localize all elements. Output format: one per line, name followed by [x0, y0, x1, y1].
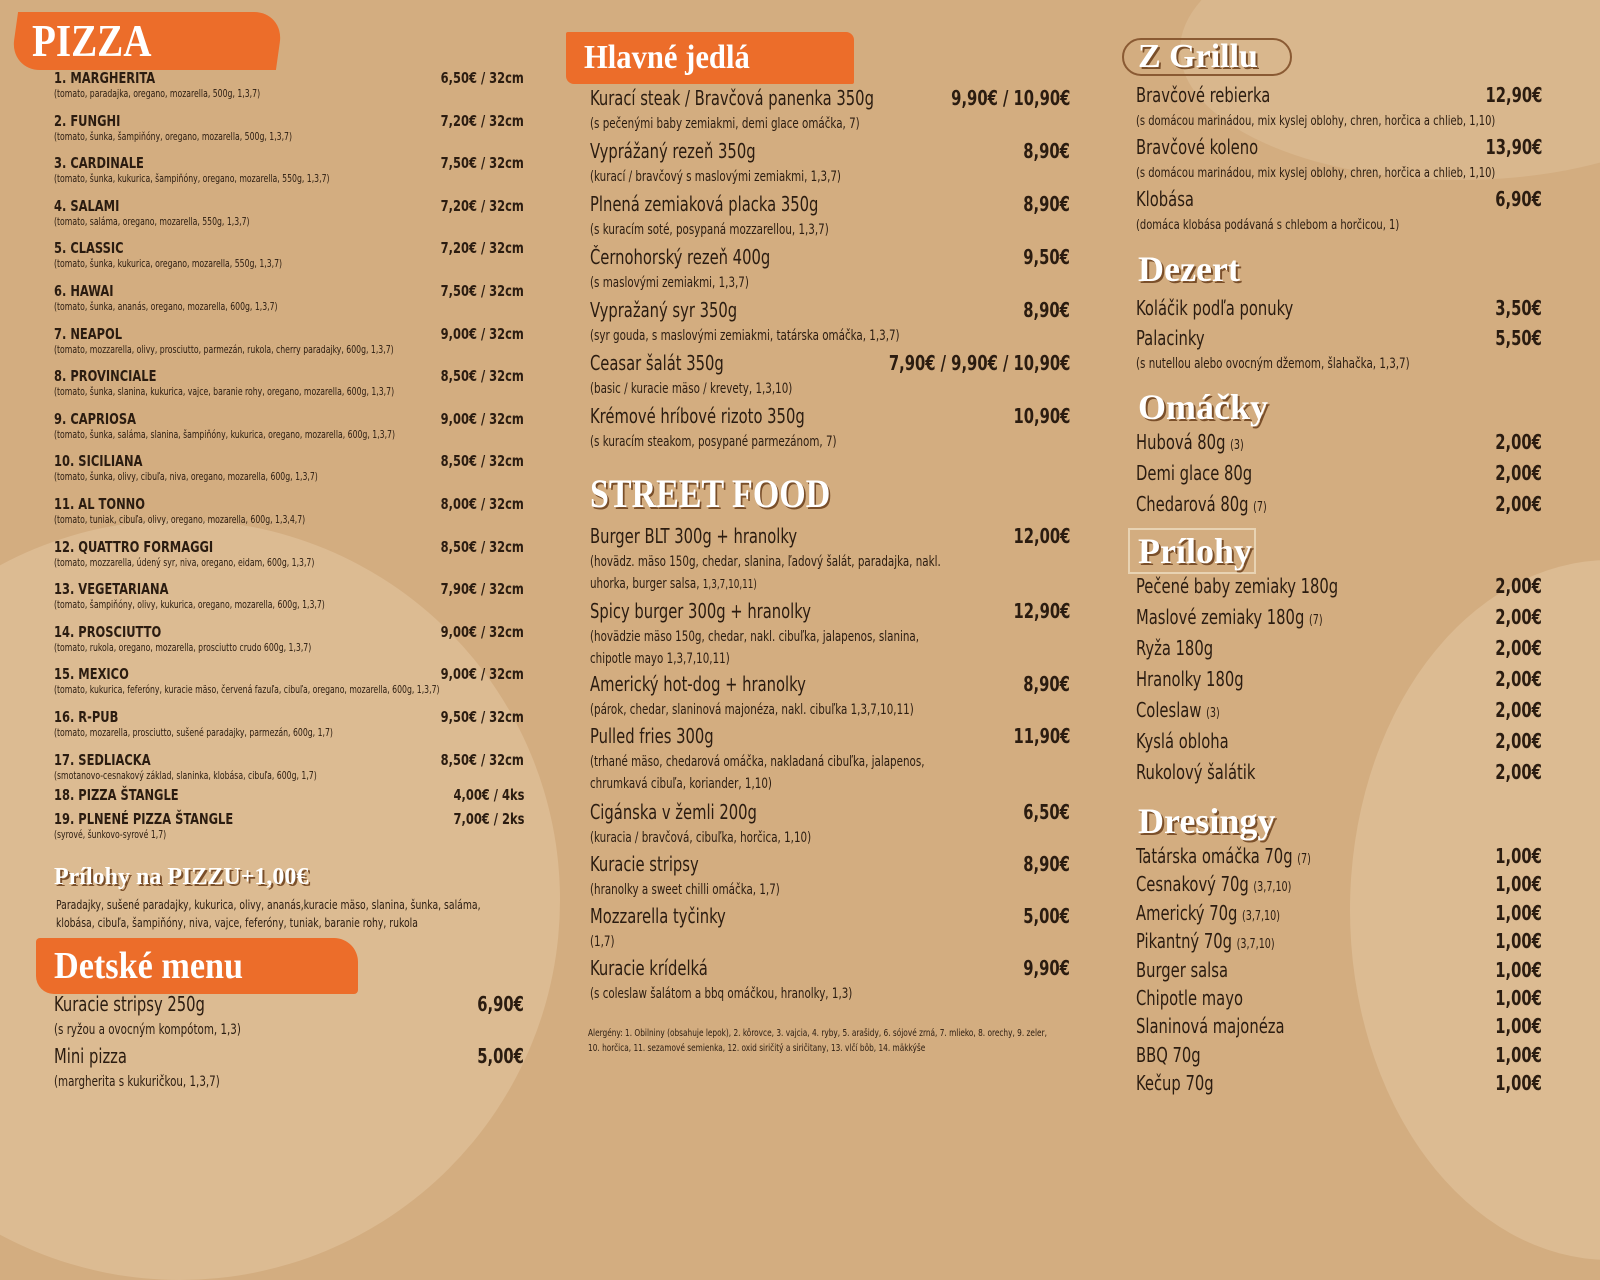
dressing-item-name: Tatárska omáčka 70g	[1136, 844, 1293, 868]
background-blob	[1350, 560, 1600, 1260]
main-item-desc: (s maslovými zemiakmi, 1,3,7)	[590, 275, 749, 291]
dressing-item-price: 1,00€	[1495, 929, 1542, 954]
street-item-price: 6,50€	[1023, 800, 1070, 824]
grill-title-wrap	[1138, 38, 1258, 76]
side-item-allergens: (7)	[1309, 613, 1323, 628]
sauce-item-price: 2,00€	[1495, 430, 1542, 454]
sauce-item-allergens: (3)	[1230, 438, 1244, 453]
main-item-name: Vypražaný syr 350g	[590, 298, 738, 322]
side-item-name: Rukolový šalátik	[1136, 760, 1256, 784]
pizza-price: 7,20€ / 32cm	[440, 111, 524, 130]
dressing-item-name: Pikantný 70g	[1136, 929, 1232, 954]
dessert-item-name: Palacinky	[1136, 326, 1205, 350]
sauce-item-name-wrap	[1136, 430, 1244, 454]
street-item-name: Americký hot-dog + hranolky	[590, 672, 806, 696]
dressing-item-name-wrap	[1136, 958, 1228, 982]
dressing-item-price: 1,00€	[1495, 844, 1542, 868]
pizza-desc: (syrové, šunkovo-syrové 1,7)	[54, 829, 167, 841]
pizza-price: 7,90€ / 32cm	[440, 580, 524, 599]
side-item-price: 2,00€	[1495, 729, 1542, 753]
kids-banner	[36, 938, 358, 994]
main-item-name: Krémové hríbové rizoto 350g	[590, 404, 805, 428]
main-item-price: 9,90€ / 10,90€	[950, 86, 1070, 110]
pizza-name: 6. HAWAI	[54, 282, 114, 300]
pizza-desc: (tomato, paradajka, oregano, mozarella, 500g, 1,3,7)	[54, 88, 261, 100]
street-item-desc	[590, 626, 919, 670]
kids-item-price: 6,90€	[477, 992, 524, 1016]
side-item-name-wrap	[1136, 636, 1213, 660]
pizza-desc: (tomato, šunka, šampiňóny, oregano, mozarella, 500g, 1,3,7)	[54, 130, 293, 143]
sauce-item-name: Demi glace 80g	[1136, 461, 1253, 485]
pizza-price: 8,00€ / 32cm	[440, 495, 524, 513]
dressing-item-price: 1,00€	[1495, 1014, 1542, 1039]
pizza-addons-text	[56, 896, 481, 932]
grill-item-name: Bravčové koleno	[1136, 135, 1259, 159]
pizza-name: 8. PROVINCIALE	[54, 367, 157, 386]
sides-heading	[1138, 530, 1252, 572]
street-item-name: Kuracie stripsy	[590, 852, 699, 876]
dressing-item-name: Slaninová majonéza	[1136, 1014, 1285, 1039]
street-item-price: 5,00€	[1023, 904, 1070, 928]
dressing-item-name-wrap	[1136, 929, 1275, 953]
main-item-name: Ceasar šalát 350g	[590, 351, 724, 375]
side-item-name: Maslové zemiaky 180g	[1136, 605, 1305, 629]
pizza-desc: (tomato, šunka, ananás, oregano, mozarella, 600g, 1,3,7)	[54, 301, 278, 313]
main-item-price: 8,90€	[1023, 192, 1070, 216]
street-item-price: 12,90€	[1013, 599, 1070, 623]
street-item-desc-text: uhorka, burger salsa,	[590, 576, 703, 592]
grill-item-price: 13,90€	[1485, 135, 1542, 159]
side-item-name: Pečené baby zemiaky 180g	[1136, 574, 1339, 598]
main-item-name: Kurací steak / Bravčová panenka 350g	[590, 86, 874, 110]
dressing-item-price: 1,00€	[1495, 1042, 1542, 1067]
dressing-item-price: 1,00€	[1495, 900, 1542, 925]
street-item-desc	[590, 879, 780, 901]
kids-item-desc: (margherita s kukuričkou, 1,3,7)	[54, 1074, 220, 1090]
dressing-item-name-wrap	[1136, 901, 1280, 925]
street-food-title: STREET FOOD	[590, 471, 831, 516]
street-item-name: Mozzarella tyčinky	[590, 904, 726, 928]
dessert-item-name: Koláčik podľa ponuky	[1136, 296, 1294, 320]
pizza-addons-heading	[54, 864, 308, 891]
street-item-desc-line: (1,7)	[590, 934, 615, 950]
dressing-item-allergens: (7)	[1297, 852, 1311, 867]
pizza-price: 8,50€ / 32cm	[440, 452, 524, 471]
side-item-price: 2,00€	[1495, 636, 1542, 660]
main-item-name: Černohorský rezeň 400g	[590, 245, 771, 269]
grill-item-name: Klobása	[1136, 187, 1194, 211]
grill-item-desc: (s domácou marinádou, mix kyslej oblohy, chren, horčica a chlieb, 1,10)	[1136, 113, 1496, 129]
dressing-item-name: Cesnakový 70g	[1136, 872, 1249, 897]
side-item-name: Hranolky 180g	[1136, 667, 1244, 691]
dressing-item-price: 1,00€	[1495, 986, 1542, 1010]
main-item-name: Vyprážaný rezeň 350g	[590, 139, 756, 163]
pizza-addons-price: +1,00€	[240, 864, 309, 890]
street-item-name: Burger BLT 300g + hranolky	[590, 524, 798, 548]
dessert-item-price: 5,50€	[1495, 326, 1542, 350]
street-item-desc	[590, 751, 925, 795]
dressings-heading	[1138, 800, 1275, 842]
side-item-name-wrap	[1136, 605, 1323, 629]
street-item-desc	[590, 827, 811, 849]
pizza-desc: (tomato, mozarella, prosciutto, sušené paradajky, parmezán, 600g, 1,7)	[54, 727, 333, 739]
pizza-desc: (tomato, kukurica, feferóny, kuracie mäso, červená fazuľa, cibuľa, oregano, mozarella, 600g, 1,3,7)	[54, 684, 440, 697]
grill-item-desc: (domáca klobása podávaná s chlebom a horčicou, 1)	[1136, 217, 1400, 233]
street-item-desc-line: (kuracia / bravčová, cibuľka, horčica, 1,10)	[590, 830, 812, 846]
dressing-item-name: Chipotle mayo	[1136, 986, 1243, 1010]
side-item-name: Kyslá obloha	[1136, 729, 1229, 753]
pizza-name: 16. R-PUB	[54, 708, 119, 726]
dressing-item-name-wrap	[1136, 844, 1311, 868]
street-item-price: 9,90€	[1023, 956, 1070, 980]
pizza-name: 9. CAPRIOSA	[54, 409, 137, 428]
grill-item-price: 6,90€	[1495, 187, 1542, 211]
street-item-desc-line: (hovädzie mäso 150g, chedar, nakl. cibuľka, jalapenos, slanina,	[590, 629, 920, 645]
street-item-name: Kuracie krídelká	[590, 956, 708, 980]
main-banner	[566, 32, 854, 84]
kids-item-price: 5,00€	[477, 1044, 524, 1068]
sauce-item-price: 2,00€	[1495, 492, 1542, 516]
pizza-desc: (tomato, mozzarella, údený syr, niva, oregano, eidam, 600g, 1,3,7)	[54, 556, 315, 569]
pizza-desc: (tomato, šunka, slanina, kukurica, vajce, baranie rohy, oregano, mozarella, 600g, 1,3,7)	[54, 386, 395, 399]
pizza-name: 3. CARDINALE	[54, 154, 144, 173]
street-item-price: 8,90€	[1023, 852, 1070, 876]
dressing-item-allergens: (3,7,10)	[1242, 908, 1280, 924]
dressings-title: Dresingy	[1138, 801, 1276, 841]
street-item-desc-line: (trhané mäso, chedarová omáčka, nakladaná cibuľka, jalapenos,	[590, 754, 925, 770]
pizza-price: 8,50€ / 32cm	[440, 537, 524, 556]
dressing-item-name-wrap	[1136, 872, 1291, 896]
main-item-price: 10,90€	[1013, 404, 1070, 428]
street-item-desc-line: (hranolky a sweet chilli omáčka, 1,7)	[590, 882, 780, 898]
pizza-desc: (smotanovo-cesnakový základ, slaninka, klobása, cibuľa, 600g, 1,7)	[54, 769, 317, 782]
pizza-price: 9,00€ / 32cm	[440, 324, 524, 343]
main-item-price: 7,90€ / 9,90€ / 10,90€	[888, 351, 1070, 375]
main-item-desc: (basic / kuracie mäso / krevety, 1,3,10)	[590, 381, 793, 397]
pizza-price: 4,00€ / 4ks	[453, 786, 524, 804]
dressing-item-allergens: (3,7,10)	[1236, 937, 1275, 953]
dressing-item-name-wrap	[1136, 1043, 1201, 1067]
street-item-desc-text: chipotle mayo 1,3,7,10,11)	[590, 651, 730, 667]
pizza-name: 4. SALAMI	[54, 196, 120, 215]
side-item-name: Coleslaw	[1136, 698, 1202, 722]
pizza-name: 17. SEDLIACKA	[54, 750, 151, 769]
dessert-title: Dezert	[1138, 249, 1240, 289]
pizza-price: 7,00€ / 2ks	[453, 810, 524, 828]
sauces-heading	[1138, 386, 1268, 428]
sauce-item-name: Hubová 80g	[1136, 430, 1226, 454]
pizza-name: 7. NEAPOL	[54, 324, 123, 343]
pizza-name: 12. QUATTRO FORMAGGI	[54, 537, 214, 556]
dressing-item-name: Kečup 70g	[1136, 1071, 1214, 1096]
pizza-name: 19. PLNENÉ PIZZA ŠTANGLE	[54, 810, 234, 828]
pizza-desc: (tomato, šunka, olivy, cibuľa, niva, oregano, mozarella, 600g, 1,3,7)	[54, 471, 318, 484]
main-item-desc: (kurací / bravčový s maslovými zemiakmi, 1,3,7)	[590, 169, 841, 185]
main-item-desc: (s kuracím steakom, posypané parmezánom, 7)	[590, 434, 837, 450]
pizza-desc: (tomato, saláma, oregano, mozarella, 550g, 1,3,7)	[54, 215, 250, 228]
sauces-title: Omáčky	[1138, 387, 1268, 427]
side-item-name-wrap	[1136, 760, 1255, 784]
street-item-name: Pulled fries 300g	[590, 724, 714, 748]
allergens-line: 10. horčica, 11. sezamové semienka, 12. oxid siričitý a siričitany, 13. vlčí bôb, 14. mäkkýše	[588, 1043, 926, 1054]
dressing-item-price: 1,00€	[1495, 872, 1542, 897]
pizza-name: 11. AL TONNO	[54, 495, 146, 513]
street-item-name: Spicy burger 300g + hranolky	[590, 599, 811, 623]
main-item-desc: (s kuracím soté, posypaná mozzarellou, 1,3,7)	[590, 222, 829, 238]
street-food-heading	[590, 470, 830, 517]
side-item-price: 2,00€	[1495, 605, 1542, 629]
street-item-desc	[590, 699, 914, 721]
side-item-name-wrap	[1136, 698, 1220, 722]
grill-title: Z Grillu	[1138, 38, 1258, 75]
dressing-item-name: BBQ 70g	[1136, 1042, 1201, 1067]
side-item-name: Ryža 180g	[1136, 636, 1214, 660]
pizza-name: 10. SICILIANA	[54, 452, 143, 471]
street-item-desc-line: (s coleslaw šalátom a bbq omáčkou, hranolky, 1,3)	[590, 986, 853, 1002]
street-item-price: 8,90€	[1023, 672, 1070, 696]
pizza-name: 18. PIZZA ŠTANGLE	[54, 786, 179, 804]
pizza-addons-title: Prílohy na PIZZU	[54, 864, 241, 890]
pizza-price: 7,50€ / 32cm	[440, 154, 524, 173]
sauce-item-allergens: (7)	[1253, 500, 1267, 515]
main-item-price: 8,90€	[1023, 139, 1070, 163]
pizza-name: 2. FUNGHI	[54, 111, 121, 130]
dessert-heading	[1138, 248, 1240, 290]
street-item-allergens: 1,3,7,10,11)	[702, 577, 757, 591]
dressing-item-name: Burger salsa	[1136, 957, 1229, 982]
dressing-item-price: 1,00€	[1495, 1071, 1542, 1096]
street-item-price: 12,00€	[1013, 524, 1070, 548]
main-title: Hlavné jedlá	[584, 39, 750, 76]
grill-item-name: Bravčové rebierka	[1136, 83, 1271, 107]
pizza-desc: (tomato, mozzarella, olivy, prosciutto, parmezán, rukola, cherry paradajky, 600g, 1,3,7)	[54, 343, 394, 356]
pizza-desc: (tomato, šunka, saláma, slanina, šampiňóny, kukurica, oregano, mozarella, 600g, 1,3,7)	[54, 428, 395, 441]
pizza-title: PIZZA	[32, 15, 152, 66]
side-item-name-wrap	[1136, 667, 1244, 691]
pizza-price: 8,50€ / 32cm	[440, 367, 524, 386]
street-item-desc-text: chrumkavá cibuľa, koriander, 1,10)	[590, 776, 772, 792]
side-item-price: 2,00€	[1495, 574, 1542, 598]
dressing-item-name-wrap	[1136, 1071, 1214, 1095]
main-item-price: 9,50€	[1023, 245, 1070, 269]
pizza-banner	[10, 12, 284, 70]
side-item-price: 2,00€	[1495, 760, 1542, 784]
pizza-price: 6,50€ / 32cm	[440, 69, 524, 87]
pizza-price: 7,50€ / 32cm	[440, 282, 524, 300]
pizza-name: 13. VEGETARIANA	[54, 580, 169, 599]
sides-title: Prílohy	[1138, 531, 1252, 571]
grill-item-price: 12,90€	[1485, 83, 1542, 107]
pizza-desc: (tomato, šampiňóny, olivy, kukurica, oregano, mozarella, 600g, 1,3,7)	[54, 599, 325, 612]
side-item-name-wrap	[1136, 574, 1338, 598]
side-item-name-wrap	[1136, 729, 1229, 753]
sauce-item-name-wrap	[1136, 461, 1252, 485]
allergens-note	[588, 1026, 1047, 1056]
main-item-name: Plnená zemiaková placka 350g	[590, 192, 819, 216]
grill-item-desc: (s domácou marinádou, mix kyslej oblohy, chren, horčica a chlieb, 1,10)	[1136, 165, 1496, 181]
pizza-name: 1. MARGHERITA	[54, 69, 156, 87]
street-item-desc	[590, 931, 614, 953]
dressing-item-name: Americký 70g	[1136, 900, 1238, 925]
kids-item-name: Mini pizza	[54, 1044, 127, 1068]
pizza-addons-line: Paradajky, sušené paradajky, kukurica, olivy, ananás,kuracie mäso, slanina, šunka, saláma,	[56, 898, 481, 912]
kids-item-desc: (s ryžou a ovocným kompótom, 1,3)	[54, 1022, 241, 1038]
pizza-desc: (tomato, šunka, kukurica, šampiňóny, oregano, mozarella, 550g, 1,3,7)	[54, 173, 330, 186]
dressing-item-allergens: (3,7,10)	[1253, 880, 1292, 896]
street-item-desc	[590, 551, 941, 595]
side-item-price: 2,00€	[1495, 698, 1542, 722]
pizza-desc: (tomato, tuniak, cibuľa, olivy, oregano, mozarella, 600g, 1,3,4,7)	[54, 514, 306, 526]
street-item-desc-line	[590, 773, 925, 795]
kids-item-name: Kuracie stripsy 250g	[54, 992, 205, 1016]
pizza-name: 15. MEXICO	[54, 665, 129, 684]
main-item-price: 8,90€	[1023, 298, 1070, 322]
pizza-price: 9,50€ / 32cm	[440, 708, 524, 726]
main-item-desc: (s pečenými baby zemiakmi, demi glace omáčka, 7)	[590, 116, 860, 132]
sauce-item-price: 2,00€	[1495, 461, 1542, 485]
pizza-price: 9,00€ / 32cm	[440, 622, 524, 641]
pizza-price: 8,50€ / 32cm	[440, 750, 524, 769]
dressing-item-name-wrap	[1136, 986, 1243, 1010]
pizza-price: 9,00€ / 32cm	[440, 409, 524, 428]
dessert-item-price: 3,50€	[1495, 296, 1542, 320]
street-item-desc-line: (párok, chedar, slaninová majonéza, nakl. cibuľka 1,3,7,10,11)	[590, 702, 914, 718]
pizza-desc: (tomato, rukola, oregano, mozarella, prosciutto crudo 600g, 1,3,7)	[54, 641, 312, 654]
pizza-price: 7,20€ / 32cm	[440, 196, 524, 215]
pizza-desc: (tomato, šunka, kukurica, oregano, mozarella, 550g, 1,3,7)	[54, 258, 283, 271]
pizza-addons-line: klobása, cibuľa, šampiňóny, niva, vajce, feferóny, tuniak, baranie rohy, rukola	[56, 916, 418, 930]
main-item-desc: (syr gouda, s maslovými zemiakmi, tatárska omáčka, 1,3,7)	[590, 328, 900, 344]
street-item-desc	[590, 983, 852, 1005]
sauce-item-name: Chedarová 80g	[1136, 492, 1249, 516]
kids-title: Detské menu	[54, 945, 244, 987]
pizza-name: 5. CLASSIC	[54, 239, 124, 258]
allergens-line: Alergény: 1. Obilniny (obsahuje lepok), 2. kôrovce, 3. vajcia, 4. ryby, 5. arašidy, 6. sójové zrná, 7. mlieko, 8. orechy, 9. zeler,	[588, 1028, 1047, 1039]
pizza-price: 7,20€ / 32cm	[440, 239, 524, 258]
dessert-item-desc: (s nutellou alebo ovocným džemom, šlahačka, 1,3,7)	[1136, 356, 1410, 372]
dressing-item-name-wrap	[1136, 1014, 1285, 1038]
street-item-name: Cigánska v žemli 200g	[590, 800, 757, 824]
street-item-desc-line: (hovädz. mäso 150g, chedar, slanina, ľadový šalát, paradajka, nakl.	[590, 554, 941, 570]
sauce-item-name-wrap	[1136, 492, 1267, 516]
street-item-desc-line	[590, 573, 941, 595]
pizza-name: 14. PROSCIUTTO	[54, 622, 162, 641]
side-item-allergens: (3)	[1206, 706, 1220, 721]
dressing-item-price: 1,00€	[1495, 957, 1542, 982]
side-item-price: 2,00€	[1495, 667, 1542, 691]
pizza-price: 9,00€ / 32cm	[440, 665, 524, 684]
street-item-desc-line	[590, 648, 919, 670]
street-item-price: 11,90€	[1013, 724, 1070, 748]
